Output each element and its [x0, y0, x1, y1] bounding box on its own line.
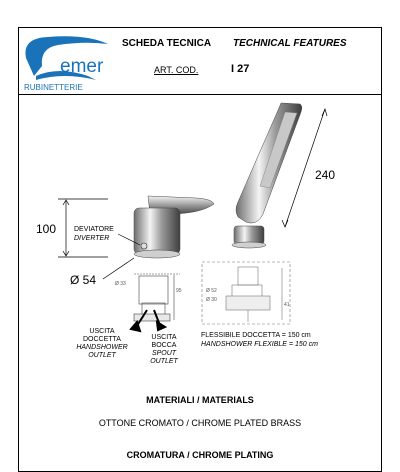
diameter-leader [103, 258, 134, 279]
logo-tagline: RUBINETTERIE [24, 83, 83, 92]
deviatore-label: DEVIATORE [74, 226, 114, 233]
article-label: ART. COD. [154, 65, 199, 75]
detail-d30-label: Ø 30 [206, 297, 217, 303]
materials-value: OTTONE CROMATO / CHROME PLATED BRASS [98, 418, 302, 428]
base-diameter-label: Ø 54 [70, 273, 97, 287]
detail-d33-label: Ø 33 [115, 281, 126, 287]
height-dimension-label: 100 [36, 222, 57, 236]
article-code: I 27 [231, 63, 250, 75]
diverter-label: DIVERTER [74, 235, 110, 242]
handshower-drawing [232, 103, 302, 248]
detail-95-label: 95 [176, 288, 182, 294]
mixer-body-drawing [134, 196, 214, 258]
plating-heading: CROMATURA / CHROME PLATING [126, 450, 274, 460]
logo-wordmark: emer [60, 56, 104, 77]
handshower-outlet-label: USCITA DOCCETTA HANDSHOWER OUTLET [76, 328, 128, 359]
detail-side-label: 41 [284, 302, 290, 308]
flexible-english: HANDSHOWER FLEXIBLE = 150 cm [201, 341, 318, 348]
flexible-italian: FLESSIBILE DOCCETTA = 150 cm [201, 332, 311, 339]
title-italian: SCHEDA TECNICA [122, 38, 212, 49]
materials-heading: MATERIALI / MATERIALS [146, 395, 254, 405]
detail-d52-label: Ø 52 [206, 288, 217, 294]
handshower-length-label: 240 [315, 168, 336, 182]
remer-logo [24, 36, 108, 92]
detail-drawing-body [134, 274, 180, 321]
title-english: TECHNICAL FEATURES [233, 38, 347, 49]
spout-outlet-label: USCITA BOCCA SPOUT OUTLET [150, 334, 178, 365]
